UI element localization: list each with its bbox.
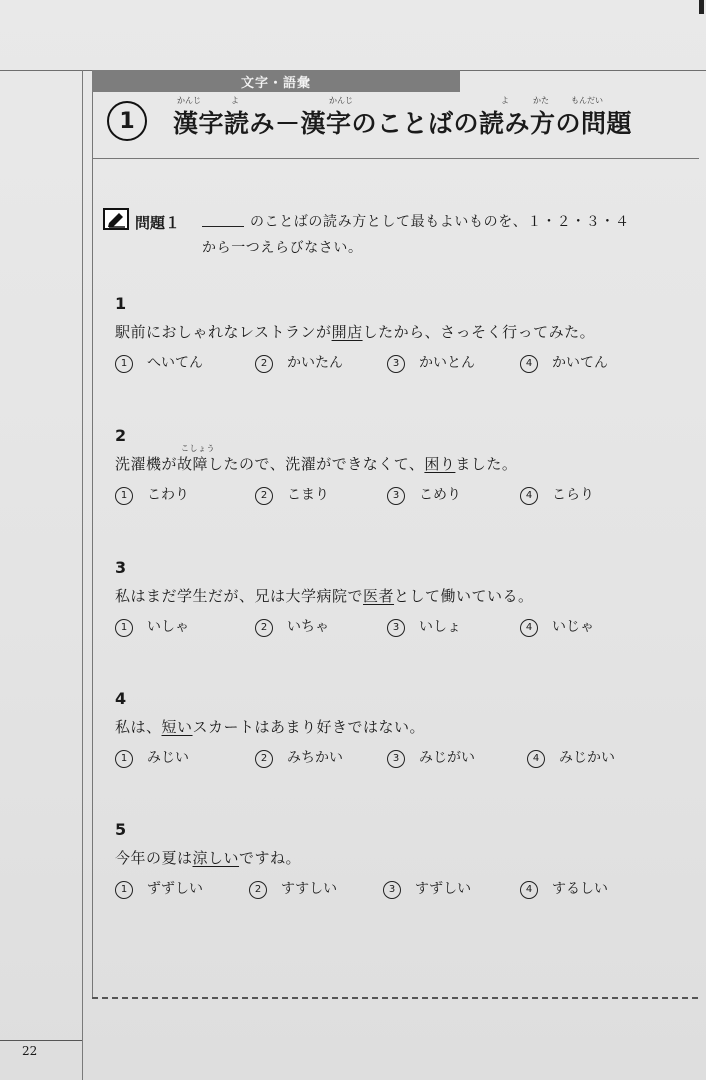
- option-2[interactable]: [255, 616, 329, 637]
- answer-options: [115, 484, 685, 510]
- question-number: 1: [115, 294, 127, 313]
- margin-rule: [82, 70, 83, 1080]
- sentence-part: スカートはあまり好きではない。: [192, 718, 426, 736]
- option-text: かいとん: [419, 355, 475, 371]
- option-mark: 2: [249, 881, 267, 899]
- option-mark: 3: [383, 881, 401, 899]
- option-text: みじがい: [419, 750, 475, 766]
- page-number: 22: [22, 1044, 38, 1058]
- option-text: すずしい: [415, 881, 472, 897]
- question-number: 5: [115, 820, 127, 839]
- option-mark: 1: [115, 750, 133, 768]
- answer-options: [115, 747, 685, 773]
- option-mark: 4: [520, 881, 538, 899]
- option-1[interactable]: [115, 878, 203, 899]
- option-mark: 2: [255, 750, 273, 768]
- underlined-word: 困り: [424, 455, 456, 473]
- option-text: こわり: [147, 487, 189, 503]
- option-text: すすしい: [281, 881, 338, 897]
- option-text: こまり: [287, 487, 329, 503]
- underlined-word: 医者: [363, 587, 395, 605]
- underlined-word: 涼しい: [192, 849, 240, 867]
- option-mark: 4: [520, 619, 538, 637]
- chapter-number-circle: 1: [107, 101, 147, 141]
- option-1[interactable]: [115, 484, 189, 505]
- edge-mark: [699, 0, 704, 14]
- option-1[interactable]: [115, 747, 189, 768]
- question-sentence: [115, 321, 685, 342]
- question-number: 3: [115, 558, 127, 577]
- option-text: いしゃ: [147, 619, 189, 635]
- option-mark: 3: [387, 619, 405, 637]
- sentence-part: 私はまだ学生だが、兄は大学病院で: [115, 587, 364, 605]
- option-4[interactable]: [520, 878, 608, 899]
- option-3[interactable]: [387, 484, 461, 505]
- underlined-word: 短い: [161, 718, 193, 736]
- option-4[interactable]: [520, 616, 594, 637]
- instruction-blank: [202, 226, 244, 227]
- option-text: するしい: [552, 881, 608, 897]
- sentence-part: 私は、: [115, 718, 162, 736]
- option-mark: 1: [115, 881, 133, 899]
- option-2[interactable]: [255, 747, 343, 768]
- chapter-header: [92, 92, 699, 159]
- dashed-divider: [92, 997, 698, 999]
- title-ruby: かた: [533, 96, 549, 105]
- question-number: 2: [115, 426, 127, 445]
- option-3[interactable]: [387, 747, 475, 768]
- option-text: みじい: [147, 750, 189, 766]
- option-4[interactable]: [520, 484, 594, 505]
- sentence-part: 駅前におしゃれなレストランが: [115, 323, 332, 341]
- option-2[interactable]: [255, 352, 343, 373]
- title-ruby: かんじ: [329, 96, 353, 105]
- question-sentence: [115, 585, 685, 606]
- option-mark: 2: [255, 355, 273, 373]
- title-ruby: よ: [231, 96, 239, 105]
- option-mark: 2: [255, 619, 273, 637]
- option-text: みちかい: [287, 750, 343, 766]
- answer-options: [115, 352, 685, 378]
- sentence-part: として働いている。: [394, 587, 534, 605]
- question-3: [115, 558, 685, 642]
- title-ruby: もんだい: [571, 96, 603, 105]
- answer-options: [115, 878, 685, 904]
- option-mark: 1: [115, 487, 133, 505]
- option-text: いちゃ: [287, 619, 329, 635]
- option-1[interactable]: [115, 352, 203, 373]
- chapter-title: 漢字読み－漢字のことばの読み方の問題: [173, 109, 633, 138]
- option-text: こめり: [419, 487, 461, 503]
- page-number-rule: [0, 1040, 82, 1041]
- section-band: [92, 70, 460, 92]
- sentence-part: したから、さっそく行ってみた。: [362, 323, 596, 341]
- answer-options: [115, 616, 685, 642]
- word-ruby: こしょう: [181, 444, 215, 453]
- title-ruby: よ: [501, 96, 509, 105]
- option-3[interactable]: [387, 352, 475, 373]
- option-mark: 1: [115, 619, 133, 637]
- underlined-word: 開店: [331, 323, 363, 341]
- sentence-part: ですね。: [239, 849, 302, 867]
- option-mark: 1: [115, 355, 133, 373]
- question-1: [115, 294, 685, 378]
- option-4[interactable]: [527, 747, 615, 768]
- option-mark: 2: [255, 487, 273, 505]
- option-text: みじかい: [559, 750, 615, 766]
- option-mark: 4: [520, 487, 538, 505]
- question-sentence: [115, 444, 685, 474]
- option-mark: 3: [387, 487, 405, 505]
- question-sentence: [115, 847, 685, 868]
- sentence-part: ました。: [455, 455, 518, 473]
- question-5: [115, 820, 685, 904]
- option-text: いしょ: [419, 619, 461, 635]
- option-text: かいたん: [287, 355, 343, 371]
- title-ruby: かんじ: [177, 96, 201, 105]
- instruction-text: から一つえらびなさい。: [202, 240, 363, 256]
- option-mark: 3: [387, 750, 405, 768]
- option-mark: 4: [520, 355, 538, 373]
- section-label: 文字・語彙: [240, 75, 311, 91]
- option-text: ずずしい: [147, 881, 203, 897]
- option-4[interactable]: [520, 352, 608, 373]
- question-number: 4: [115, 689, 127, 708]
- instruction-label: 問題１: [135, 214, 181, 232]
- sentence-part: 洗濯機が故障したので、洗濯ができなくて、: [115, 455, 425, 473]
- question-sentence: [115, 716, 685, 737]
- sentence-part: 今年の夏は: [115, 849, 193, 867]
- option-text: かいてん: [552, 355, 608, 371]
- option-mark: 4: [527, 750, 545, 768]
- question-4: [115, 689, 685, 773]
- option-3[interactable]: [383, 878, 471, 899]
- option-text: へいてん: [147, 355, 203, 371]
- instruction-text: のことばの読み方として最もよいものを、１・２・３・４: [250, 214, 630, 230]
- question-2: [115, 426, 685, 510]
- option-text: いじゃ: [552, 619, 594, 635]
- option-text: こらり: [552, 487, 594, 503]
- option-1[interactable]: [115, 616, 189, 637]
- option-3[interactable]: [387, 616, 461, 637]
- option-2[interactable]: [249, 878, 337, 899]
- pencil-note-icon: [103, 208, 129, 230]
- option-2[interactable]: [255, 484, 329, 505]
- option-mark: 3: [387, 355, 405, 373]
